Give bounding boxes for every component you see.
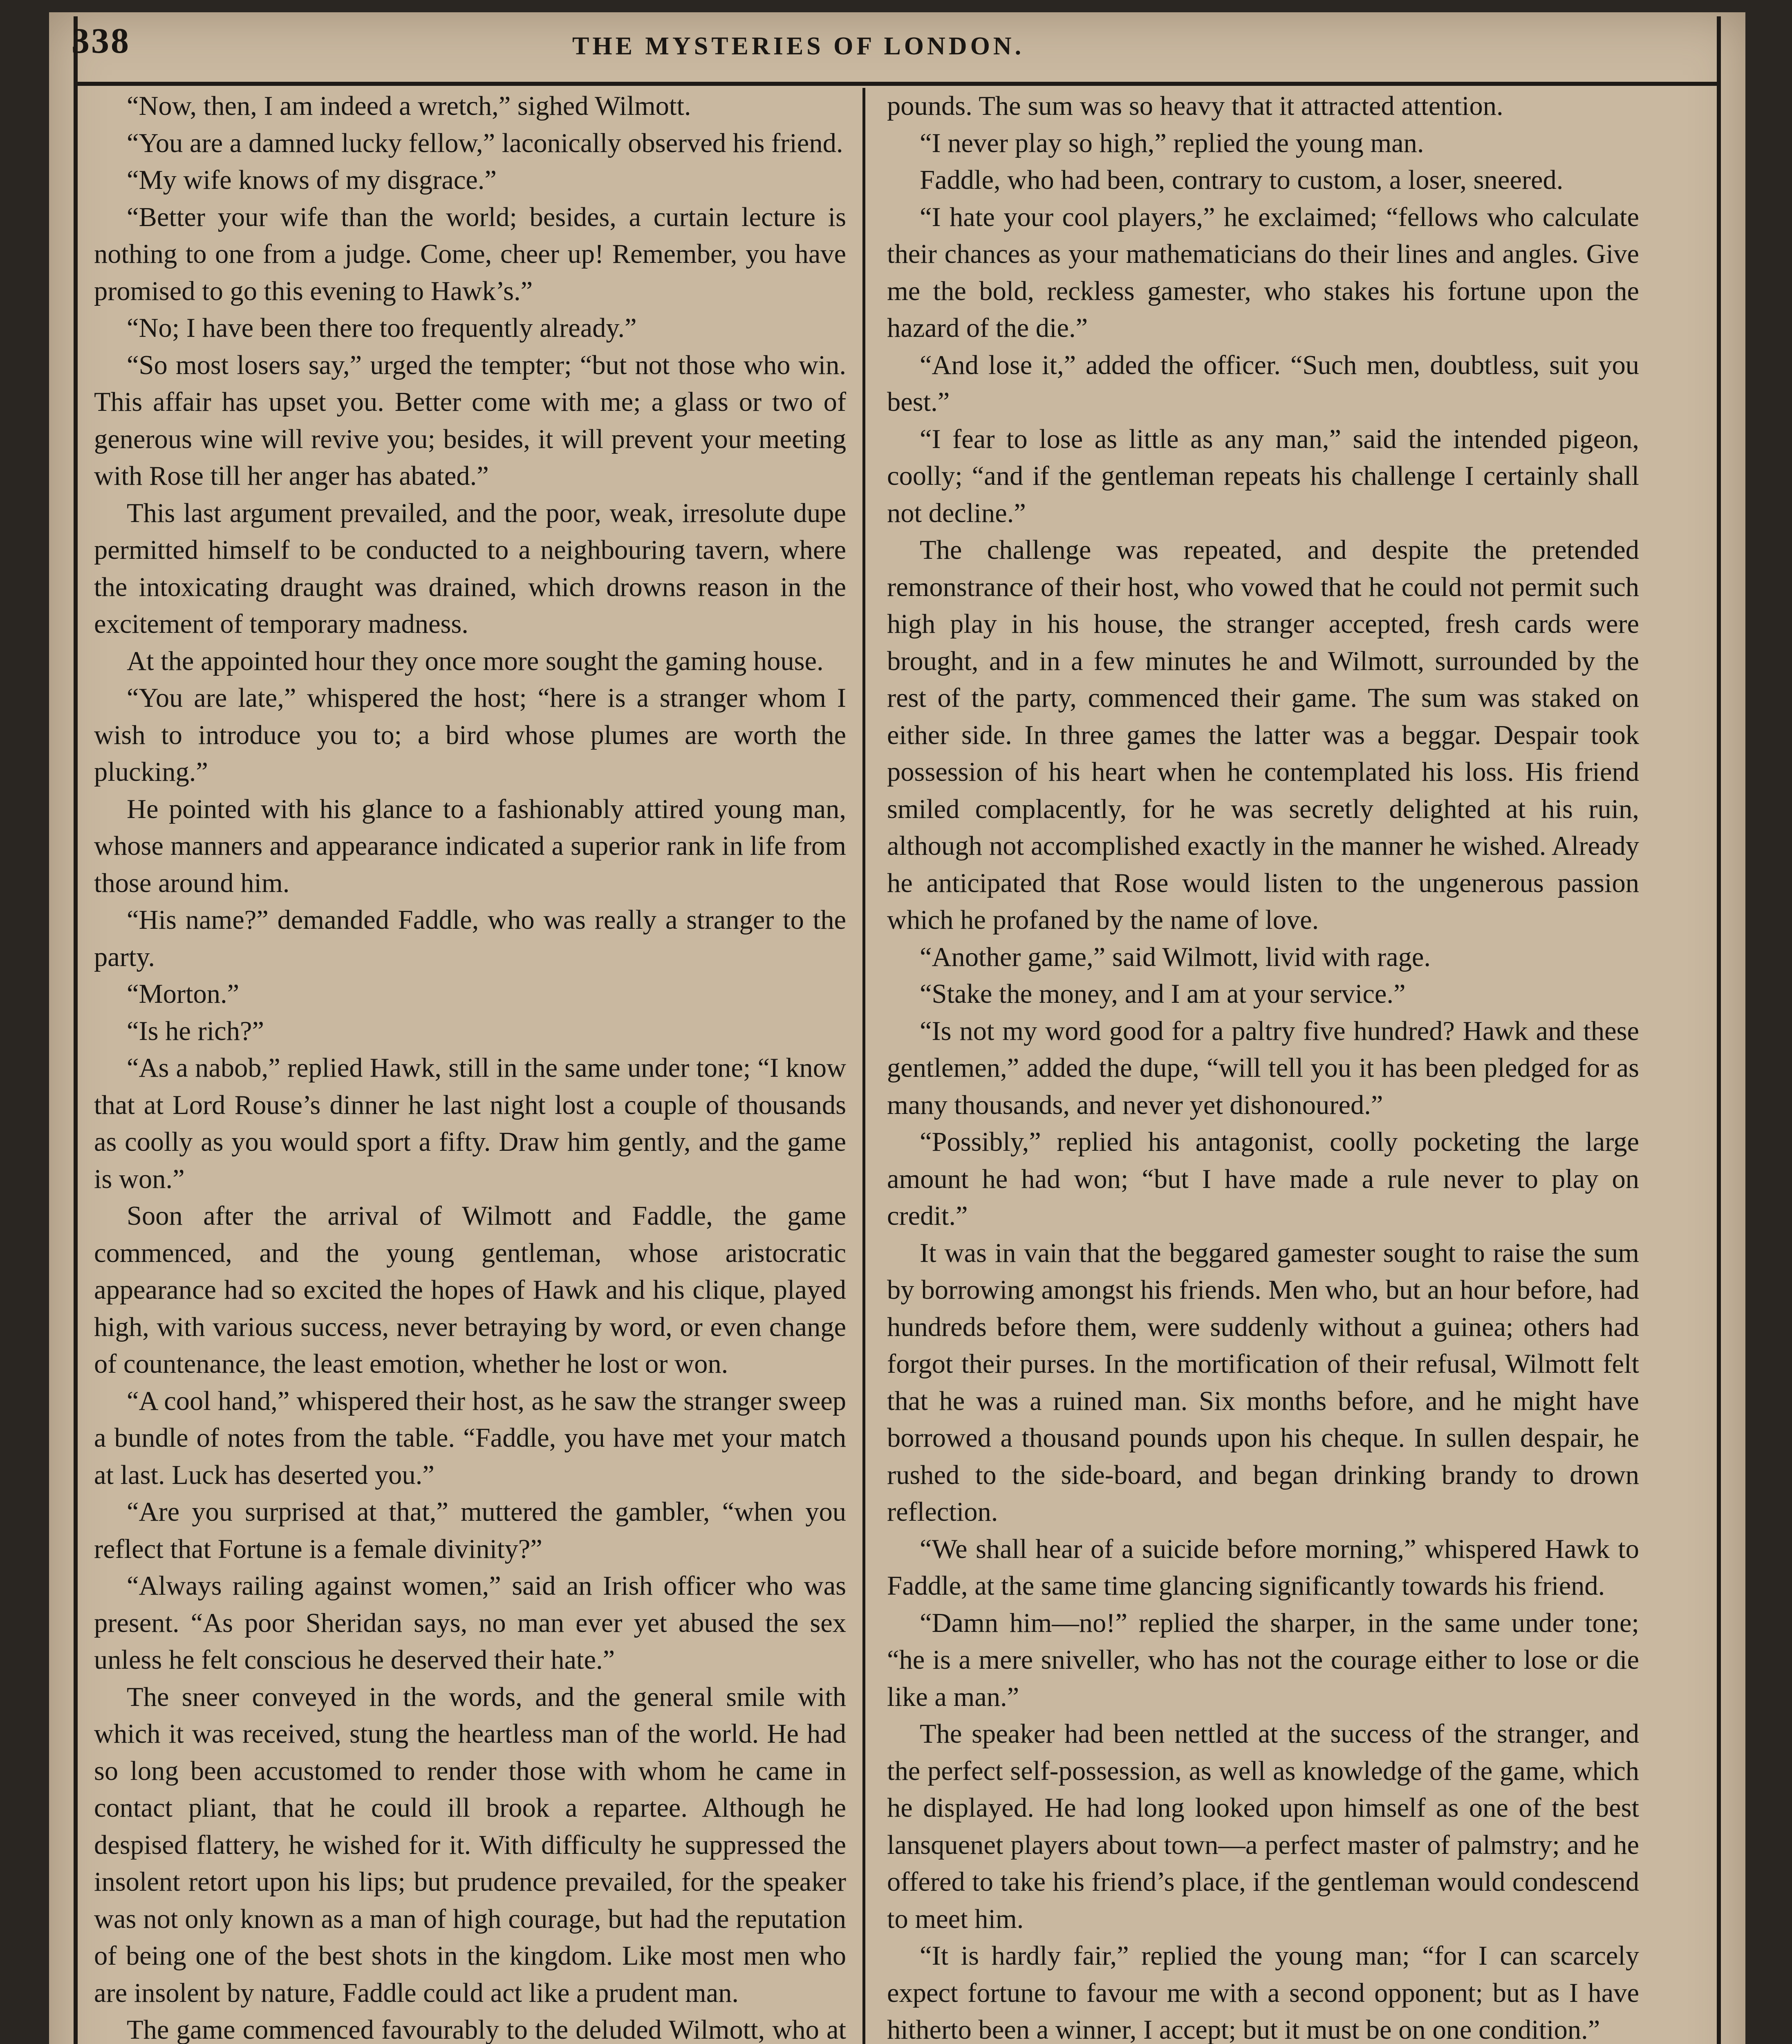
paragraph: Soon after the arrival of Wilmott and Faddle, the game commenced, and the young gentleman, whose aristocratic appearance had so excited the hopes of Hawk and his clique, played high, with various success, never betraying by word, or even change of countenance, the least emotion, whether he lost or won.	[94, 1201, 846, 1379]
paragraph: It was in vain that the beggared gamester sought to raise the sum by borrowing amongst his friends. Men who, but an hour before, had hundreds before them, were suddenly without a guinea; others had forgot their purses. In the mortification of their refusal, Wilmott felt that he was a ruined man. Six months before, and he might have borrowed a thousand pounds upon his cheque. In sullen despair, he rushed to the side-board, and began drinking brandy to drown reflection.	[887, 1238, 1639, 1527]
paragraph: “You are a damned lucky fellow,” laconically observed his friend.	[127, 128, 843, 158]
paragraph: “I hate your cool players,” he exclaimed; “fellows who calculate their chances as your mathematicians do their lines and angles. Give me the bold, reckless gamester, who stakes his fortune upon the hazard of the die.”	[887, 202, 1639, 343]
paragraph: “His name?” demanded Faddle, who was really a stranger to the party.	[94, 905, 846, 972]
running-title: THE MYSTERIES OF LONDON.	[572, 32, 1025, 60]
paragraph: “Another game,” said Wilmott, livid with rage.	[920, 942, 1431, 972]
paragraph: Faddle, who had been, contrary to custom, a loser, sneered.	[920, 165, 1564, 195]
paragraph: “Damn him—no!” replied the sharper, in the same under tone; “he is a mere sniveller, who has not the courage either to lose or die like a man.”	[887, 1608, 1639, 1712]
paragraph: “You are late,” whispered the host; “here is a stranger whom I wish to introduce you to; a bird whose plumes are worth the plucking.”	[94, 683, 846, 787]
paragraph: “And lose it,” added the officer. “Such men, doubtless, suit you best.”	[887, 350, 1639, 417]
paragraph: “My wife knows of my disgrace.”	[127, 165, 497, 195]
paragraph: “Possibly,” replied his antagonist, coolly pocketing the large amount he had won; “but I have made a rule never to play on credit.”	[887, 1127, 1639, 1231]
paragraph: “As a nabob,” replied Hawk, still in the same under tone; “I know that at Lord Rouse’s dinner he last night lost a couple of thousands as coolly as you would sport a fifty. Draw him gently, and the game is won.”	[94, 1053, 846, 1194]
paragraph: “Better your wife than the world; besides, a curtain lecture is nothing to one from a judge. Come, cheer up! Remember, you have promised to go this evening to Hawk’s.”	[94, 202, 846, 306]
paragraph: This last argument prevailed, and the poor, weak, irresolute dupe permitted himself to be conducted to a neighbouring tavern, where the intoxicating draught was drained, which drowns reason in the excitement of temporary madness.	[94, 498, 846, 639]
paragraph-continuation: pounds. The sum was so heavy that it attracted attention.	[887, 91, 1503, 121]
right-column	[887, 88, 1639, 2044]
paragraph: The challenge was repeated, and despite the pretended remonstrance of their host, who vowed that he could not permit such high play in his house, the stranger accepted, fresh cards were brought, and in a few minutes he and Wilmott, surrounded by the rest of the party, commenced their game. The sum was staked on either side. In three games the latter was a beggar. Despair took possession of his heart when he contemplated his loss. His friend smiled complacently, for he was secretly delighted at his ruin, although not accomplished exactly in the manner he wished. Already he anticipated that Rose would listen to the ungenerous passion which he profaned by the name of love.	[887, 535, 1639, 935]
paragraph: “So most losers say,” urged the tempter; “but not those who win. This affair has upset you. Better come with me; a glass or two of generous wine will revive you; besides, it will prevent your meeting with Rose till her anger has abated.”	[94, 350, 846, 491]
paragraph: “I fear to lose as little as any man,” said the intended pigeon, coolly; “and if the gentleman repeats his challenge I certainly shall not decline.”	[887, 424, 1639, 528]
paragraph: “Stake the money, and I am at your service.”	[920, 979, 1406, 1009]
paragraph: At the appointed hour they once more sought the gaming house.	[127, 646, 824, 676]
left-column	[94, 88, 846, 2044]
paragraph: The sneer conveyed in the words, and the general smile with which it was received, stung the heartless man of the world. He had so long been accustomed to render those with whom he came in contact pliant, that he could ill brook a repartee. Although he despised flattery, he wished for it. With difficulty he suppressed the insolent retort upon his lips; but prudence prevailed, for the speaker was not only known as a man of high courage, but had the reputation of being one of the best shots in the kingdom. Like most men who are insolent by nature, Faddle could act like a prudent man.	[94, 1682, 846, 2008]
paragraph: “Is not my word good for a paltry five hundred? Hawk and these gentlemen,” added the dupe, “will tell you it has been pledged for as many thousands, and never yet dishonoured.”	[887, 1016, 1639, 1120]
paragraph: “We shall hear of a suicide before morning,” whispered Hawk to Faddle, at the same time glancing significantly towards his friend.	[887, 1534, 1639, 1601]
paragraph: The game commenced favourably to the deluded Wilmott, who at	[127, 2015, 846, 2044]
paragraph: “I never play so high,” replied the young man.	[920, 128, 1424, 158]
paragraph: “Are you surprised at that,” muttered the gambler, “when you reflect that Fortune is a female divinity?”	[94, 1497, 846, 1564]
paragraph: The speaker had been nettled at the success of the stranger, and the perfect self-possession, as well as knowledge of the game, which he displayed. He had long looked upon himself as one of the best lansquenet players about town—a perfect master of palmstry; and he offered to take his friend’s place, if the gentleman would condescend to meet him.	[887, 1719, 1639, 1934]
paragraph: “Now, then, I am indeed a wretch,” sighed Wilmott.	[127, 91, 691, 121]
paragraph: “Morton.”	[127, 979, 240, 1009]
paragraph: “No; I have been there too frequently already.”	[127, 313, 637, 343]
paragraph: “A cool hand,” whispered their host, as he saw the stranger sweep a bundle of notes from the table. “Faddle, you have met your match at last. Luck has deserted you.”	[94, 1386, 846, 1490]
page-number: 338	[72, 21, 130, 61]
column-divider	[862, 88, 865, 2044]
paragraph: “Is he rich?”	[127, 1016, 264, 1046]
paragraph: He pointed with his glance to a fashionably attired young man, whose manners and appearance indicated a superior rank in life from those around him.	[94, 794, 846, 898]
paragraph: “It is hardly fair,” replied the young man; “for I can scarcely expect fortune to favour me with a second opponent; but as I have hitherto been a winner, I accept; but it must be on one condition.”	[887, 1941, 1639, 2044]
paragraph: “Always railing against women,” said an Irish officer who was present. “As poor Sheridan says, no man ever yet abused the sex unless he felt conscious he deserved their hate.”	[94, 1571, 846, 1675]
